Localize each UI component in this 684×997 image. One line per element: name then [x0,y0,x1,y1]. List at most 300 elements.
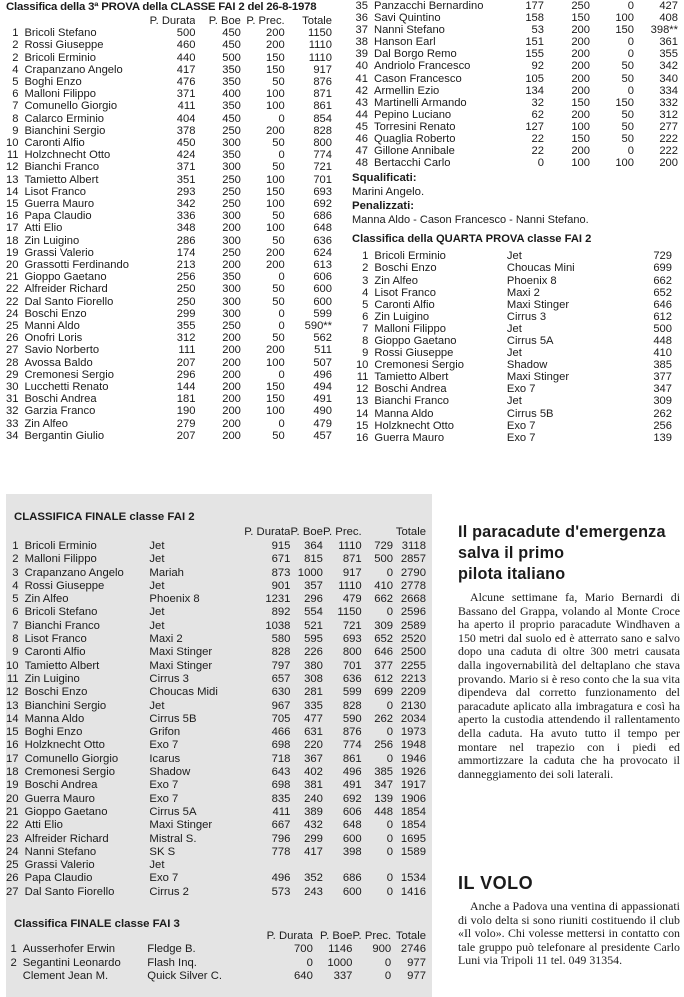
score-cell: 1695 [400,832,426,845]
table-row [352,408,672,420]
table-row [352,12,678,24]
rank-cell: 4 [362,286,369,299]
glider-cell: Exo 7 [149,792,179,805]
score-cell: 300 [222,210,241,223]
table-row [352,311,672,323]
score-cell: 729 [374,540,394,552]
table-row [6,76,332,88]
table-row [6,593,426,606]
score-cell: 477 [304,712,323,725]
score-cell: 573 [271,885,291,898]
score-cell: 871 [313,88,332,101]
column-header: P. Durata [266,930,313,943]
article-volo [458,872,680,968]
table-row [6,39,332,51]
score-cell: 828 [313,124,332,137]
table-row [352,60,678,72]
score-cell: 450 [222,27,241,40]
score-cell: 144 [176,381,196,394]
score-cell: 100 [266,405,285,418]
score-cell: 1917 [400,779,426,792]
score-cell: 729 [653,250,672,263]
score-cell: 200 [571,145,590,158]
rank-cell: 13 [355,395,369,408]
score-cell: 646 [374,646,394,659]
rank-cell: 14 [355,407,369,420]
score-cell: 299 [304,832,323,845]
score-cell: 50 [272,295,285,308]
score-cell: 0 [627,0,634,12]
table-row [6,970,426,983]
score-cell: 652 [653,286,672,299]
score-cell: 590 [342,712,362,725]
score-cell: 693 [313,185,332,198]
score-cell: 657 [271,672,291,685]
pilot-name-cell: Dal Santo Fiorello [24,295,114,308]
score-cell: 496 [271,872,291,885]
score-cell: 0 [627,145,634,158]
table-row [6,405,332,417]
score-cell: 3118 [401,540,426,552]
table-row [6,753,426,766]
pilot-name-cell: Gioppo Gaetano [374,334,457,347]
score-cell: 213 [176,259,196,272]
score-cell: 398** [650,24,678,37]
table-row [352,323,672,335]
score-cell: 1416 [400,885,426,898]
penalizzati-label: Penalizzati: [352,200,415,213]
pilot-name-cell: Manni Aldo [24,320,80,333]
score-cell: 606 [342,805,362,818]
classifica-terza-prova [6,0,342,442]
rank-cell: 40 [355,60,368,73]
pilot-name-cell: Tamietto Albert [374,371,449,384]
score-cell: 300 [222,307,241,320]
table-row [6,580,426,593]
score-cell: 0 [278,271,285,284]
score-cell: 500 [222,51,241,64]
score-cell: 250 [222,320,241,333]
score-cell: 337 [333,969,353,982]
score-cell: 200 [571,48,590,61]
score-cell: 127 [525,120,544,133]
rank-cell: 2 [12,553,19,566]
rank-cell: 44 [355,108,368,121]
column-header: Totale [395,526,426,539]
pilot-name-cell: Manna Aldo [24,712,85,725]
score-cell: 139 [653,431,672,444]
rank-cell: 3 [362,274,369,287]
pilot-name-cell: Guerra Mauro [24,198,95,211]
score-cell: 50 [621,60,634,73]
score-cell: 299 [176,307,196,320]
score-cell: 686 [313,210,332,223]
score-cell: 692 [313,198,332,211]
score-cell: 50 [272,161,285,174]
score-cell: 718 [271,752,291,765]
pilot-name-cell: Rossi Giuseppe [24,39,104,52]
score-cell: 496 [313,368,332,381]
score-cell: 699 [374,686,394,699]
score-cell: 105 [525,72,544,85]
section-title: Classifica della QUARTA PROVA classe FAI 2 [352,233,592,246]
table-row [352,133,678,145]
table-row [352,432,672,444]
table-row [352,73,678,85]
score-cell: 200 [266,246,285,259]
score-cell: 1589 [400,845,426,858]
pilot-name-cell: Guerra Mauro [24,792,95,805]
score-cell: 250 [222,198,241,211]
pilot-name-cell: Caronti Alfio [374,298,435,311]
score-cell: 479 [313,417,332,430]
score-cell: 190 [176,405,196,418]
score-cell: 134 [525,84,544,97]
article-body: Anche a Padova una ventina di appassionati di volo delta si sono riuniti costituendo il club «Il volo». Chi volesse mettersi in contatto con tale gruppo può telefonare al presidente Carlo Luni via Tripoli 11 tel. 049 31354. [458,899,680,968]
glider-cell: Cirrus 2 [149,885,189,898]
score-cell: 698 [271,739,291,752]
table-row [6,113,332,125]
rank-cell: 9 [12,124,19,137]
pilot-name-cell: Holzknecht Otto [374,419,454,432]
pilot-name-cell: Clement Jean M. [22,969,109,982]
score-cell: 800 [342,646,362,659]
pilot-name-cell: Bianchi Franco [24,161,100,174]
score-cell: 448 [653,334,672,347]
quarta-prova-table [352,250,672,444]
score-cell: 774 [313,149,332,162]
table-row [6,943,426,956]
score-cell: 150 [571,12,590,25]
pilot-name-cell: Cremonesi Sergio [24,766,115,779]
score-cell: 279 [176,417,196,430]
pilot-name-cell: Boghi Enzo [24,76,82,88]
rank-cell: 13 [6,699,19,712]
score-cell: 448 [374,805,394,818]
table-row [6,149,332,161]
rank-cell: 8 [362,334,369,347]
score-cell: 332 [659,96,678,109]
glider-cell: Cirrus 3 [149,672,189,685]
finale-fai2-table [6,526,426,899]
glider-cell: Fledge B. [147,943,196,956]
rank-cell: 6 [362,310,369,323]
score-cell: 0 [386,566,394,579]
rank-cell: 16 [6,210,19,223]
score-cell: 62 [531,108,544,121]
score-cell: 977 [407,969,426,982]
score-cell: 876 [313,76,332,88]
score-cell: 892 [271,606,291,619]
score-cell: 721 [342,619,362,632]
score-cell: 150 [266,393,285,406]
score-cell: 296 [176,368,196,381]
score-cell: 150 [266,63,285,76]
pilot-name-cell: Boschi Andrea [24,779,98,792]
pilot-name-cell: Panzacchi Bernardino [374,0,484,12]
score-cell: 466 [271,726,291,739]
pilot-name-cell: Tamietto Albert [24,659,100,672]
score-cell: 350 [222,100,241,113]
rank-cell: 18 [6,234,19,247]
table-row [6,686,426,699]
pilot-name-cell: Zin Alfeo [24,417,68,430]
score-cell: 50 [272,332,285,345]
score-cell: 599 [342,686,362,699]
pilot-name-cell: Alfreider Richard [24,283,108,296]
score-cell: 351 [176,173,196,186]
table-row [352,262,672,274]
score-cell: 207 [176,356,196,369]
pilot-name-cell: Comunello Giorgio [24,752,119,765]
pilot-name-cell: Torresini Renato [374,120,456,133]
score-cell: 377 [374,659,394,672]
table-row [352,347,672,359]
rank-cell: 2 [12,51,19,64]
rank-cell: 2 [12,39,19,52]
score-cell: 721 [313,161,332,174]
glider-cell: Jet [506,395,522,408]
column-header: P. Durata [244,526,291,539]
pilot-name-cell: Alfreider Richard [24,832,109,845]
table-row [6,819,426,832]
score-cell: 402 [304,766,323,779]
glider-cell: Icarus [149,752,181,765]
score-cell: 300 [222,295,241,308]
score-cell: 200 [571,60,590,73]
score-cell: 367 [304,752,323,765]
table-row [6,393,332,405]
score-cell: 100 [266,356,285,369]
score-cell: 692 [342,792,362,805]
pilot-name-cell: Savio Norberto [24,344,100,357]
table-row [6,259,332,271]
score-cell: 900 [372,943,392,956]
rank-cell: 24 [6,845,19,858]
article-title: IL VOLO [458,873,534,893]
score-cell: 50 [272,429,285,442]
glider-cell: Jet [149,553,165,566]
score-cell: 554 [304,606,323,619]
glider-cell: Exo 7 [506,431,536,444]
section-title: CLASSIFICA FINALE classe FAI 2 [14,511,195,523]
rank-cell: 22 [6,819,19,832]
score-cell: 815 [304,553,323,566]
score-cell: 871 [342,553,362,566]
results-table-continued [352,0,678,169]
table-row [6,859,426,872]
score-cell: 693 [342,633,362,646]
pilot-name-cell: Zin Luigino [24,672,80,685]
score-cell: 977 [407,956,426,969]
score-cell: 2130 [400,699,426,712]
table-row [352,48,678,60]
score-cell: 355 [659,48,678,61]
glider-cell: Jet [506,322,522,335]
score-cell: 491 [342,779,362,792]
table-row [6,713,426,726]
rank-cell: 37 [355,24,368,37]
pilot-name-cell: Cason Francesco [374,72,462,85]
score-cell: 0 [278,307,285,320]
score-cell: 334 [659,84,678,97]
score-cell: 612 [374,672,394,685]
rank-cell: 21 [6,805,19,818]
column-header: P. Boe [320,930,353,943]
score-cell: 207 [176,429,196,442]
score-cell: 797 [271,659,291,672]
rank-cell: 41 [355,72,368,85]
glider-cell: Exo 7 [506,383,536,396]
rank-cell: 36 [355,12,368,25]
glider-cell: Jet [506,347,522,360]
glider-cell: Phoenix 8 [149,593,200,606]
glider-cell: Jet [149,606,165,619]
glider-cell: Cirrus 5B [506,407,554,420]
pilot-name-cell: Dal Santo Fiorello [24,885,115,898]
score-cell: 699 [653,262,672,275]
score-cell: 100 [571,157,590,170]
score-cell: 491 [313,393,332,406]
score-cell: 100 [571,120,590,133]
rank-cell: 15 [6,726,19,739]
score-cell: 1150 [337,606,362,619]
table-row [6,88,332,100]
score-cell: 100 [615,157,634,170]
glider-cell: Phoenix 8 [506,274,557,287]
table-row [6,567,426,580]
score-cell: 1146 [328,943,353,956]
score-cell: 250 [571,0,590,12]
table-row [352,145,678,157]
score-cell: 200 [659,157,678,170]
rank-cell: 21 [6,271,19,284]
score-cell: 595 [304,633,323,646]
glider-cell: Jet [149,540,165,552]
pilot-name-cell: Lisot Franco [24,633,87,646]
glider-cell: Maxi 2 [149,633,183,646]
score-cell: 2746 [400,943,426,956]
score-cell: 177 [525,0,544,12]
score-cell [362,859,393,872]
squalificati-label: Squalificati: [352,172,417,185]
pilot-name-cell: Lucchetti Renato [24,381,109,394]
score-cell: 200 [222,356,241,369]
column-header: P. Prec. [352,930,392,943]
score-cell: 507 [313,356,332,369]
score-cell: 385 [653,359,672,372]
score-cell: 250 [222,173,241,186]
glider-cell: Maxi Stinger [149,646,213,659]
pilot-name-cell: Bergantin Giulio [24,429,105,442]
score-cell: 440 [176,51,196,64]
rank-cell: 9 [362,347,369,360]
score-cell: 155 [525,48,544,61]
pilot-name-cell: Bianchi Franco [24,619,100,632]
score-cell: 457 [313,429,332,442]
table-row [352,157,678,169]
score-cell: 0 [386,726,394,739]
score-cell: 0 [386,819,394,832]
score-cell: 200 [222,381,241,394]
score-cell: 277 [659,120,678,133]
table-row [6,186,332,198]
score-cell: 917 [313,63,332,76]
rank-cell: 17 [6,752,19,765]
score-cell: 0 [627,84,634,97]
score-cell: 2857 [400,553,426,566]
score-cell: 1854 [400,819,426,832]
rank-cell: 1 [12,27,19,40]
score-cell: 389 [304,805,323,818]
rank-cell: 12 [355,383,369,396]
rank-cell: 14 [6,712,19,725]
pilot-name-cell: Papa Claudio [24,872,93,885]
score-cell: 479 [342,593,362,606]
score-cell: 100 [266,198,285,211]
score-cell: 335 [304,699,323,712]
score-cell: 350 [222,149,241,162]
rank-cell: 13 [6,173,19,186]
pilot-name-cell: Savi Quintino [374,12,441,25]
score-cell: 774 [342,739,362,752]
score-cell: 200 [571,36,590,49]
score-cell: 286 [176,234,196,247]
rank-cell: 11 [356,371,369,384]
score-cell [290,859,322,872]
score-cell: 861 [313,100,332,113]
table-row [6,308,332,320]
rank-cell [6,970,23,983]
rank-cell: 15 [355,419,369,432]
rank-cell: 18 [6,766,19,779]
pilot-name-cell: Manna Aldo [374,407,434,420]
score-cell: 876 [342,726,362,739]
score-cell: 1000 [297,566,323,579]
score-cell: 701 [313,173,332,186]
score-cell: 0 [627,36,634,49]
score-cell: 200 [266,124,285,137]
score-cell: 200 [266,259,285,272]
score-cell: 150 [266,381,285,394]
table-row [352,85,678,97]
rank-cell: 29 [6,368,19,381]
table-row [352,0,678,12]
table-row [6,210,332,222]
glider-cell: Cirrus 5A [506,334,554,347]
pilot-name-cell: Bianchi Franco [374,395,450,408]
score-cell: 835 [271,792,291,805]
glider-cell: Maxi Stinger [149,659,213,672]
rank-cell: 39 [355,48,368,61]
rank-cell: 4 [12,579,19,592]
score-cell: 347 [653,383,672,396]
score-cell: 630 [271,686,291,699]
rank-cell: 28 [6,356,19,369]
glider-cell: Jet [149,579,165,592]
score-cell: 250 [176,283,196,296]
score-cell: 0 [278,320,285,333]
rank-cell: 6 [12,88,19,101]
score-cell: 640 [294,969,313,982]
score-cell: 1973 [400,726,426,739]
table-row [6,369,332,381]
score-cell: 662 [653,274,672,287]
rank-cell: 7 [362,322,369,335]
rank-cell: 8 [12,112,19,125]
score-cell: 50 [272,283,285,296]
score-cell: 796 [271,832,291,845]
